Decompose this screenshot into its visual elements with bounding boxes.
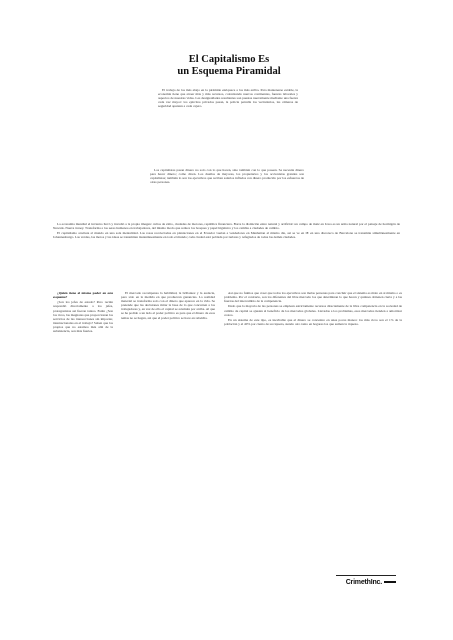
- logo-bar-icon: [384, 581, 396, 583]
- logo-text: CrimethInc.: [345, 578, 382, 586]
- right-column-paragraph: Dado que la mayoría de las personas se emplean estrictamente recursos directamente de la libre competencia en la sociedad de cambio de capital se ajustan al beneficio de los mercados globales. Llevadas a los problemas, esos mercados tienden a amortizar costos.: [224, 304, 402, 317]
- body-paragraph: Los capitalistas pasan dinero no solo con lo que hacen, sino también con lo que poseen. Se necesita dinero para hacer dinero; como dicen. Los dueños de mayores, los propietarios y los accionistas grandes son capitalistas; también lo son los ejecutivos que reciben salarios inflados con dinero producido por los esfuerzos de otras personas.: [150, 168, 304, 185]
- left-column: [53, 291, 113, 334]
- intro-paragraph: El trabajo de los más abajo en la pirámide enriquece a los más arriba. Para mantenerse estable, la economía tiene que atraer más y más recursos, colonizando nuevos continentes, fuerzas laborales y aspectos de nuestras vidas. Las desigualdades resultantes son puestas nuevamente mediante una fuerza cada vez mayor: los ejércitos privados pasan, la policía patrulla los vecindarios, las cámaras de seguridad apuntan a cada cajero.: [158, 88, 298, 109]
- title-line-1: El Capitalismo Es: [188, 54, 270, 65]
- crimethinc-logo: [336, 575, 396, 588]
- intro-column: [158, 88, 298, 110]
- right-column-paragraph: Así que no fuimos que creer que todos los ejecutivos son malas personas para concluir que el sistema es malo en sí mismo o es problema. Por el contrario, son los diferentes del libre mercado los que determinan lo que hacen y quiénes obtienen cierta y a las fuerzas del intercambio de la competencia.: [224, 291, 402, 304]
- article-title: [154, 54, 304, 78]
- title-line-2: un Esquema Piramidal: [177, 66, 281, 77]
- middle-column: [121, 291, 215, 321]
- left-column-question: ¿Quién tiene el mismo poder en este esquema?: [53, 291, 113, 300]
- body-column-top: [150, 168, 304, 186]
- middle-column-paragraph: El mercado recompensa la habilidad, la brillantez y la audacia, pero sólo en la medida en que produzcan ganancias. La realidad material se transforma solo con el dinero que aparece en la vida. Se pretende que las decisiones mirar la base de lo que concurren a los trabajadores y, en vez de ello el capital se acumula por arriba. Al que se ha podido a un lado el poder político es para que el dinero de esos temas no se hagan, así que el poder político se hace en rebeldía.: [121, 291, 215, 320]
- right-column: [224, 291, 402, 327]
- full-width-paragraph: El capitalismo arrebata al mundo en una sola mentalidad. Las rosas recolectadas en plantaciones en el Ecuador vuelan a vendedores en Manhattan al mismo día, así se ve en IE en una discoteca de Barcelona se transmite simultáneamente en Johannesburgo. Las verdes, las motos y las ideas se transmiten instantáneamente en todo el mundo; cada ciudad está poblada por turistas y refugiados de todas las demás ciudades.: [53, 231, 400, 240]
- left-column-paragraph: ¿Son los jefes de estado? Pero recién respondió directamente a los jefes, protagonistas así fueron tantos. Están ¿Son los ricos, las magnates que proporcionan los servicios de las transacciones sin importar, internacionales en el trabajo? Saben que los propios que no estamos más allá de la subsistencia, son más fuertes.: [53, 300, 113, 334]
- right-column-paragraph: En un sistema de este tipo, es inevitable que el dinero se concentre en unas pocas manos: los más ricos son el 1% de la población y el 40% por ciento de su riqueza, siendo otro tanto en hogares los que suman la riqueza.: [224, 317, 402, 327]
- full-width-paragraph: La economía mundial el invierno llevó y invadió a la propia imagen: cultos de éxito, ciudades de motores, república financiera. Borre la distinción entre natural y artificial: un campo de maíz en Iowa es un arma natural por el paisaje de hormigón de Newark. Nueva Jersey. Transforma a los seres humanos en trabajadores, del mismo modo que reduce los bosques y papel higiénico y los cambia a ciudades de cambio.: [53, 222, 400, 231]
- full-width-column: [53, 222, 400, 241]
